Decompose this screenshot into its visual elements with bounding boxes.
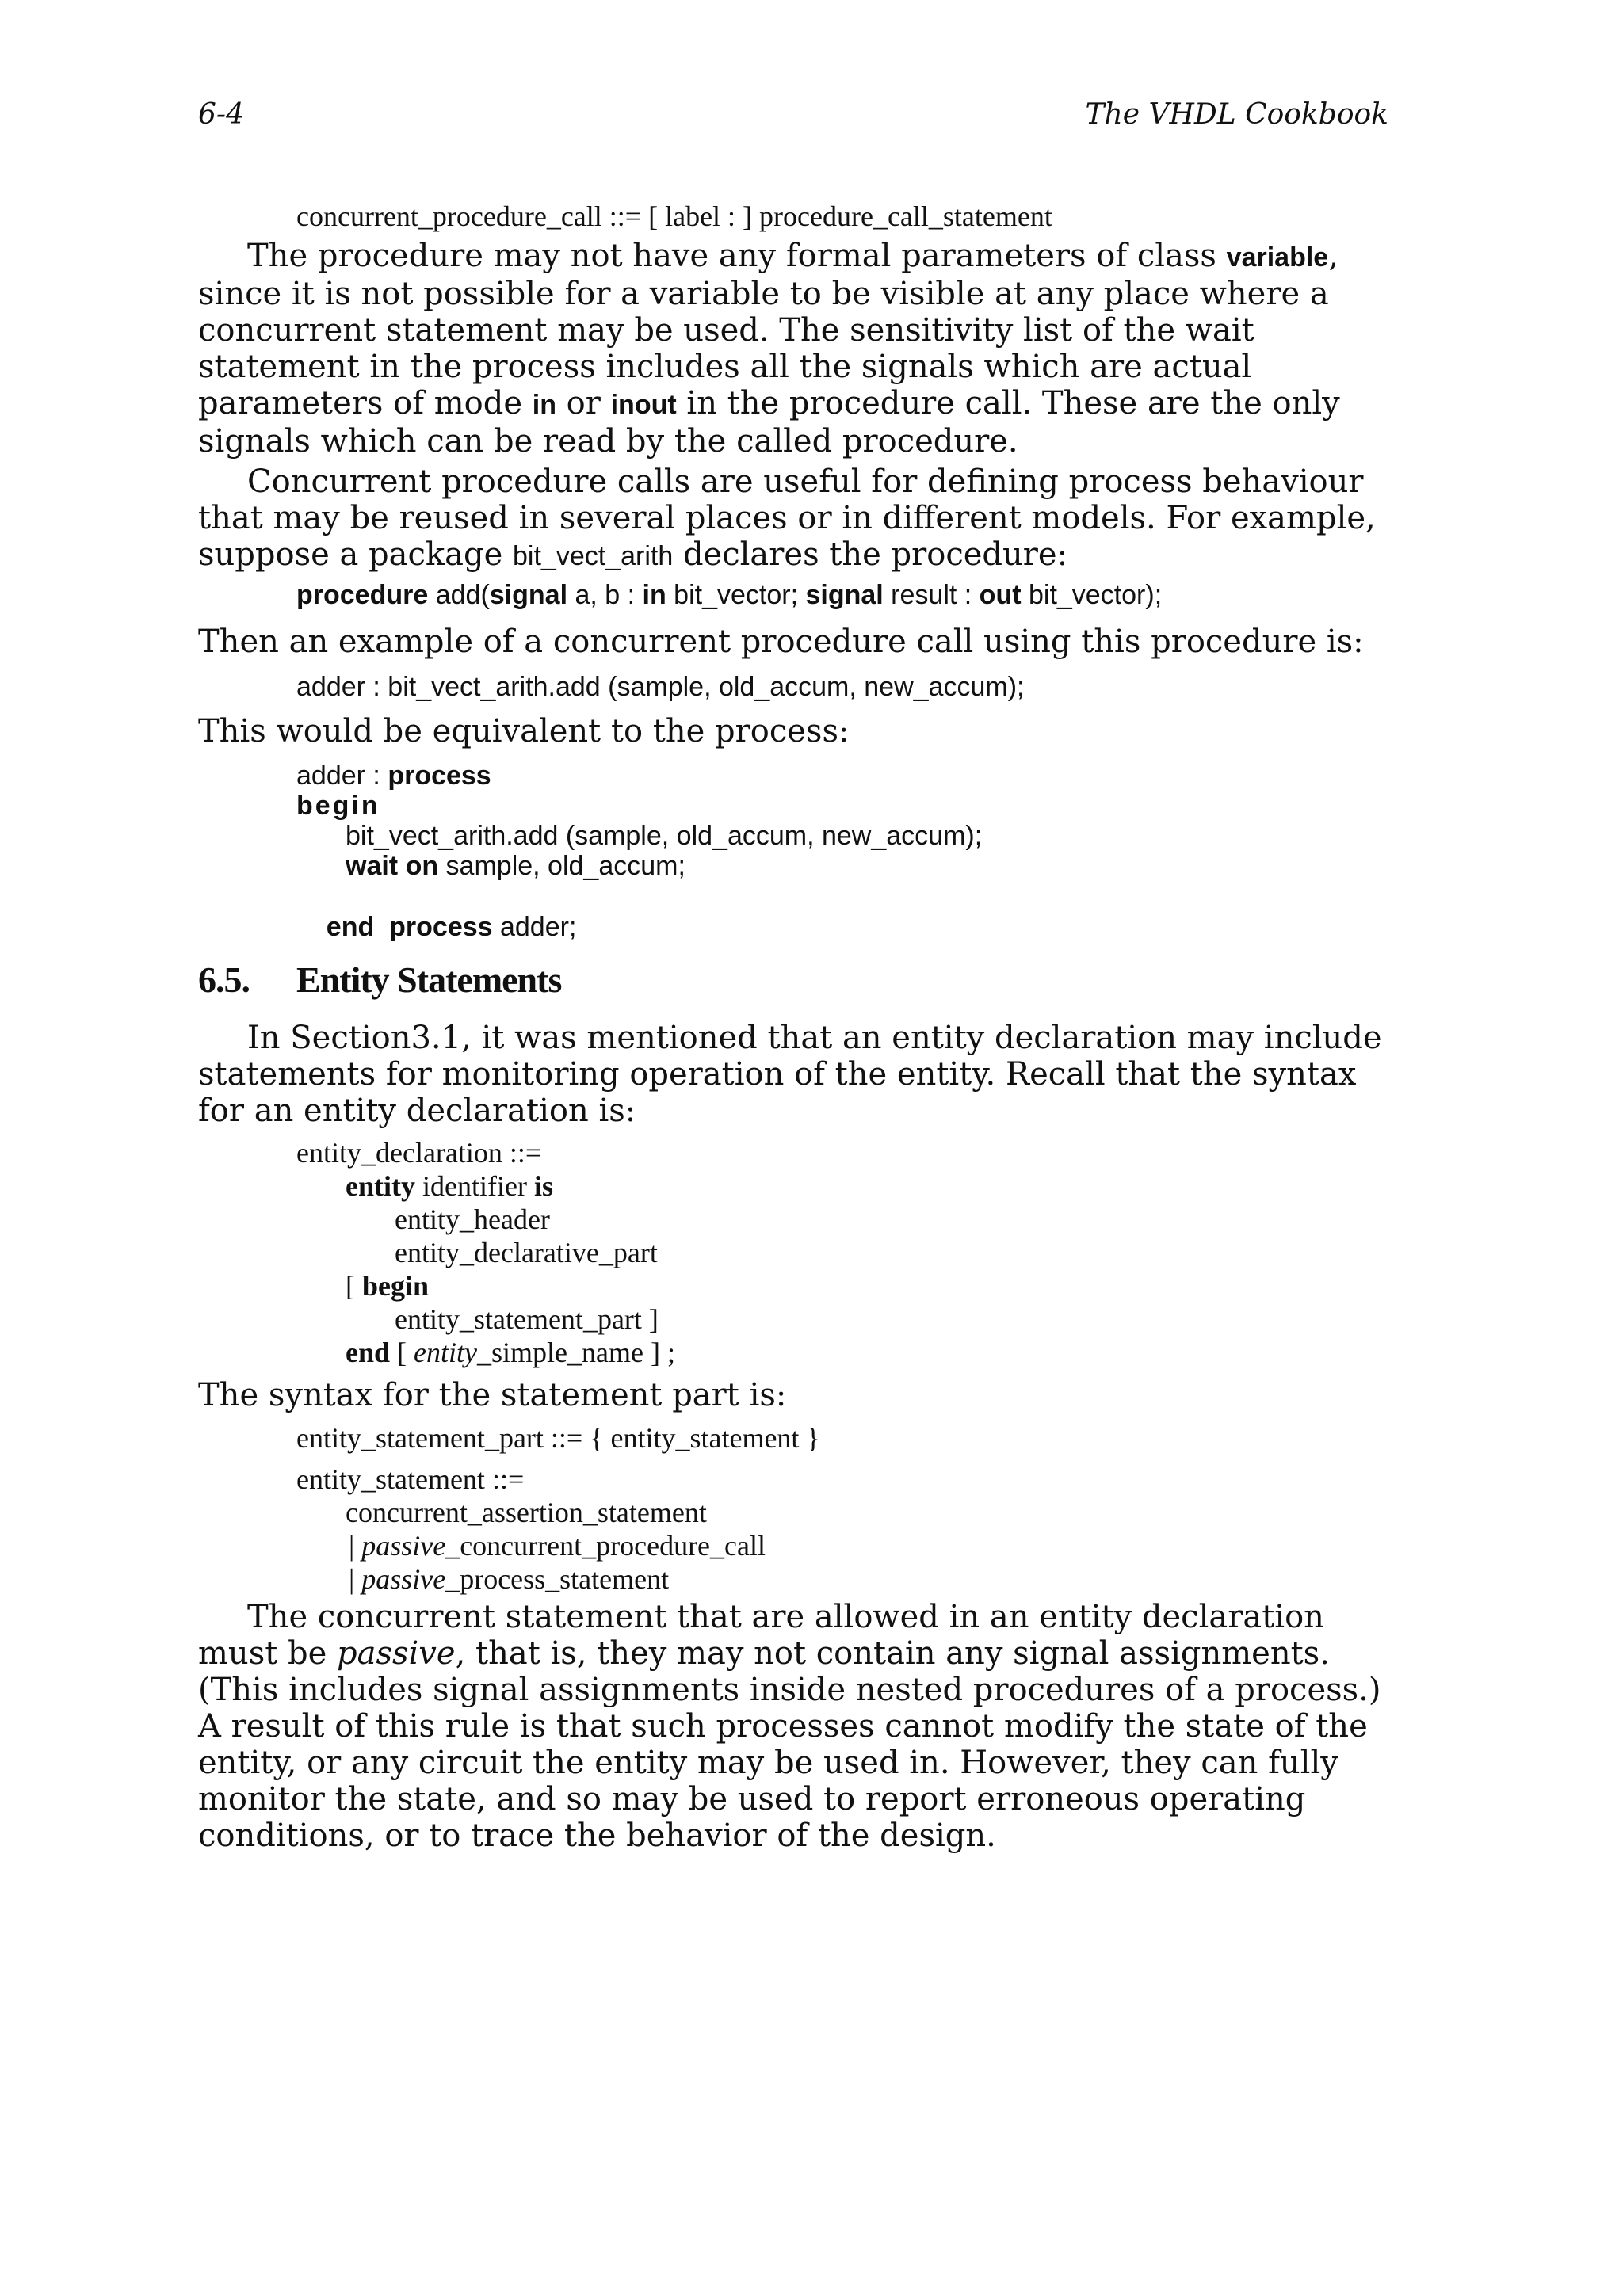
code-text: a, b : [567, 580, 643, 610]
grammar-entity-line-3: entity_header [395, 1203, 550, 1235]
code-process-line-3: bit_vect_arith.add (sample, old_accum, new_accum); [346, 821, 983, 851]
grammar-entity-line-2 [346, 1169, 553, 1203]
paragraph-entity-intro [198, 1020, 1395, 1129]
grammar-italic: passive_ [361, 1563, 460, 1595]
grammar-statement-line-3: concurrent_assertion_statement [346, 1497, 707, 1528]
grammar-italic: entity_ [414, 1337, 491, 1368]
kw-signal: signal [489, 580, 568, 610]
code-text: add( [428, 580, 490, 610]
grammar-statement-line-4 [349, 1529, 766, 1562]
kw-out: out [979, 580, 1022, 610]
grammar-text: identifier [414, 1170, 534, 1202]
grammar-text: process_statement [460, 1563, 670, 1595]
grammar-entity-line-1: entity_declaration ::= [296, 1137, 542, 1169]
code-text: adder; [492, 912, 577, 942]
paragraph-concurrent-calls [198, 463, 1395, 574]
code-text: bit_vector); [1021, 580, 1163, 610]
para1-text-1: The procedure may not have any formal parameters of class [247, 238, 1227, 274]
keyword-inout: inout [610, 390, 677, 420]
kw-end-process: end process [326, 912, 493, 942]
grammar-bar: | [349, 1563, 362, 1595]
para2-text-2: declares the procedure: [673, 536, 1068, 573]
code-process-line-4 [346, 851, 685, 882]
keyword-variable: variable [1226, 242, 1329, 273]
para2-text-1: Concurrent procedure calls are useful for defining process behaviour that may be reused in several places or in different models. For example, suppose a package [198, 463, 1376, 573]
kw-process: process [388, 761, 491, 791]
grammar-entity-line-6: entity_statement_part ] [395, 1303, 659, 1335]
kw-end: end [346, 1337, 391, 1368]
para1-text-2: , since it is not possible for a variable to be visible at any place where a concurrent statement may be used. The sensitivity list of the wait statement in the process includes all the signals which are actual parameters of mode [198, 238, 1338, 421]
paragraph-example-intro: Then an example of a concurrent procedure call using this procedure is: [198, 624, 1364, 660]
kw-in: in [642, 580, 666, 610]
code-concurrent-call: adder : bit_vect_arith.add (sample, old_accum, new_accum); [296, 672, 1025, 702]
code-text: adder : [296, 761, 388, 791]
section-number: 6.5. [198, 959, 250, 1000]
grammar-concurrent-procedure-call: concurrent_procedure_call ::= [ label : ] procedure_call_statement [296, 200, 1052, 232]
code-process-begin: begin [296, 791, 380, 821]
code-text: bit_vector; [666, 580, 806, 610]
kw-wait-on: wait on [346, 851, 439, 881]
grammar-entity-line-5 [346, 1269, 429, 1302]
grammar-italic: passive_ [361, 1530, 460, 1562]
grammar-entity-line-7 [346, 1336, 675, 1369]
code-text: sample, old_accum; [438, 851, 685, 881]
para5-text: In Section3.1, it was mentioned that an entity declaration may include statements for monitoring operation of the entity. Recall that the syntax for an entity declaration is: [198, 1020, 1382, 1129]
page-number: 6-4 [198, 98, 244, 131]
grammar-entity-line-4: entity_declarative_part [395, 1237, 658, 1268]
grammar-text: [ [390, 1337, 414, 1368]
paragraph-equivalent: This would be equivalent to the process: [198, 713, 850, 749]
kw-signal: signal [805, 580, 884, 610]
code-procedure-declaration [296, 580, 1162, 611]
para7-text-1: The concurrent statement that are allowed in an entity declaration must be [198, 1599, 1324, 1672]
code-process-line-1 [296, 761, 491, 791]
grammar-text: [ [346, 1270, 362, 1302]
paragraph-formal-parameters [198, 238, 1395, 460]
grammar-statement-line-1: entity_statement_part ::= { entity_statement } [296, 1422, 820, 1454]
grammar-bar: | [349, 1530, 362, 1562]
para7-text-2: , that is, they may not contain any signal assignments. (This includes signal assignments inside nested procedures of a process.) A result of this rule is that such processes cannot modify the state of the entity, or any circuit the entity may be used in. However, they can fully monitor the state, and so may be used to report erroneous operating conditions, or to trace the behavior of the design. [198, 1635, 1381, 1854]
package-name: bit_vect_arith [513, 541, 674, 571]
kw-entity: entity [346, 1170, 415, 1202]
kw-begin: begin [362, 1270, 430, 1302]
para1-text-4: in the procedure call. These are the only signals which can be read by the called procedure. [198, 385, 1340, 460]
kw-is: is [533, 1170, 553, 1202]
running-title: The VHDL Cookbook [1085, 98, 1388, 131]
paragraph-statement-syntax: The syntax for the statement part is: [198, 1377, 787, 1413]
paragraph-passive-statements [198, 1599, 1395, 1854]
kw-procedure: procedure [296, 580, 429, 610]
italic-passive: passive [337, 1635, 456, 1672]
code-text: result : [883, 580, 980, 610]
para1-text-3: or [556, 385, 611, 421]
section-title: Entity Statements [296, 959, 562, 1000]
grammar-statement-line-5 [349, 1562, 669, 1596]
grammar-text: concurrent_procedure_call [460, 1530, 766, 1562]
grammar-statement-line-2: entity_statement ::= [296, 1463, 525, 1495]
grammar-text: simple_name ] ; [491, 1337, 675, 1368]
keyword-in: in [532, 390, 556, 420]
